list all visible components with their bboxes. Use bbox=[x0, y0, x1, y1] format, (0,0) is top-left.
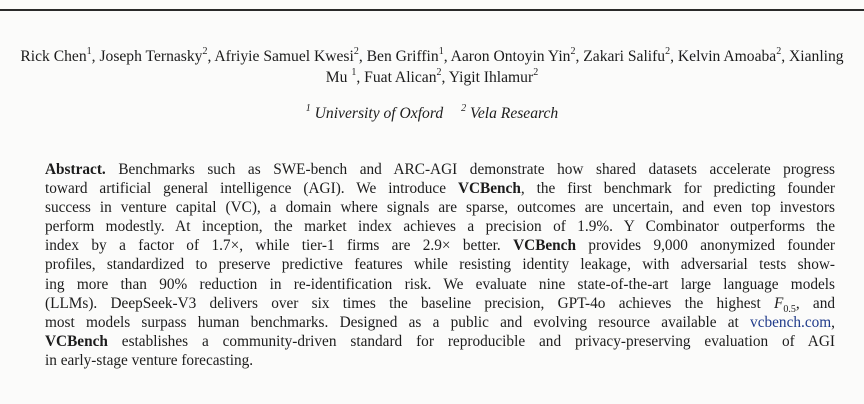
abstract-line: profiles, standardized to preserve predictive features while resisting identity leakage, with adversarial tests show- bbox=[45, 256, 835, 274]
abstract-line bbox=[45, 236, 835, 255]
metric-symbol: F bbox=[773, 294, 784, 312]
abstract-line: success in venture capital (VC), a domain where signals are sparse, outcomes are uncertain, and even top investors bbox=[45, 199, 835, 217]
author-list: Rick Chen$^1$, Joseph Ternasky$^2$, Afriyie Samuel Kwesi$^2$, Ben Griffin$^1$, Aaron Ontoyin Yin$^2$, Zakari Salifu$^2$, Kelvin Amoaba$^2$, Xianling Mu $^1$, Fuat Alican$^2$, Yigit Ihlamur$^2$ bbox=[20, 45, 844, 86]
abstract-text: , the first benchmark for predicting founder bbox=[520, 180, 836, 198]
website-link[interactable]: vcbench.com bbox=[750, 313, 832, 331]
abstract-line bbox=[45, 160, 835, 179]
affiliation-mark: 1 bbox=[438, 45, 444, 57]
affiliation-mark: 2 bbox=[533, 66, 539, 78]
abstract-text: establishes a community-driven standard for reproducible and privacy-preserving evaluation of AGI bbox=[107, 332, 835, 350]
affiliation-number: 2 bbox=[461, 102, 467, 114]
affiliation-number: 1 bbox=[305, 102, 311, 114]
abstract-line: perform modestly. At inception, the market index achieves a precision of 1.9%. Y Combinator outperforms the bbox=[45, 218, 835, 236]
affiliation-mark: 2 bbox=[353, 45, 359, 57]
author-name: Afriyie Samuel Kwesi bbox=[214, 48, 354, 65]
author-name: Zakari Salifu bbox=[583, 48, 666, 65]
affiliation-name: University of Oxford bbox=[314, 105, 444, 122]
author-name: Joseph Ternasky bbox=[99, 48, 203, 65]
affiliation-mark: 2 bbox=[776, 45, 782, 57]
abstract-text: , and bbox=[795, 294, 835, 312]
abstract-text: provides 9,000 anonymized founder bbox=[575, 237, 835, 255]
abstract-text: , bbox=[831, 313, 835, 331]
author-name: Xianling Mu bbox=[325, 48, 844, 86]
author-name: Ben Griffin bbox=[366, 48, 439, 65]
benchmark-name: VCBench bbox=[457, 180, 521, 198]
abstract-line bbox=[45, 313, 835, 332]
abstract bbox=[45, 160, 835, 370]
abstract-label: Abstract. bbox=[45, 161, 106, 178]
abstract-line: in early-stage venture forecasting. bbox=[45, 351, 254, 369]
abstract-line bbox=[45, 294, 835, 313]
abstract-line bbox=[45, 179, 835, 198]
affiliation-mark: 1 bbox=[86, 45, 92, 57]
affiliation-mark: 2 bbox=[436, 66, 442, 78]
abstract-text: (LLMs). DeepSeek-V3 delivers over six times the baseline precision, GPT-4o achieves the highest bbox=[45, 294, 774, 312]
author-name: Amoaba bbox=[723, 48, 777, 65]
abstract-text: index by a factor of 1.7×, while tier-1 firms are 2.9× better. bbox=[45, 237, 514, 255]
affiliation-mark: 2 bbox=[570, 45, 576, 57]
author-name: Rick Chen bbox=[20, 48, 87, 65]
author-name: Aaron Ontoyin Yin bbox=[450, 48, 571, 65]
abstract-line bbox=[45, 332, 835, 351]
benchmark-name: VCBench bbox=[45, 332, 108, 350]
author-name: Kelvin bbox=[677, 48, 721, 65]
affiliation-mark: 1 bbox=[351, 66, 357, 78]
metric-subscript: 0.5 bbox=[783, 303, 796, 315]
author-name: Fuat Alican bbox=[364, 69, 437, 86]
affiliation-mark: 2 bbox=[202, 45, 208, 57]
author-name: Yigit Ihlamur bbox=[448, 69, 534, 86]
affiliations bbox=[0, 103, 864, 124]
abstract-text: most models surpass human benchmarks. Designed as a public and evolving resource available at bbox=[45, 313, 751, 331]
abstract-text: Benchmarks such as SWE-bench and ARC-AGI demonstrate how shared datasets accelerate progress bbox=[118, 161, 835, 178]
benchmark-name: VCBench bbox=[513, 237, 576, 255]
abstract-text: toward artificial general intelligence (AGI). We introduce bbox=[45, 180, 458, 198]
affiliation-mark: 2 bbox=[665, 45, 671, 57]
affiliation-name: Vela Research bbox=[470, 105, 559, 122]
top-rule bbox=[0, 9, 864, 11]
abstract-line: ing more than 90% reduction in re-identification risk. We evaluate nine state-of-the-art large language models bbox=[45, 275, 835, 293]
